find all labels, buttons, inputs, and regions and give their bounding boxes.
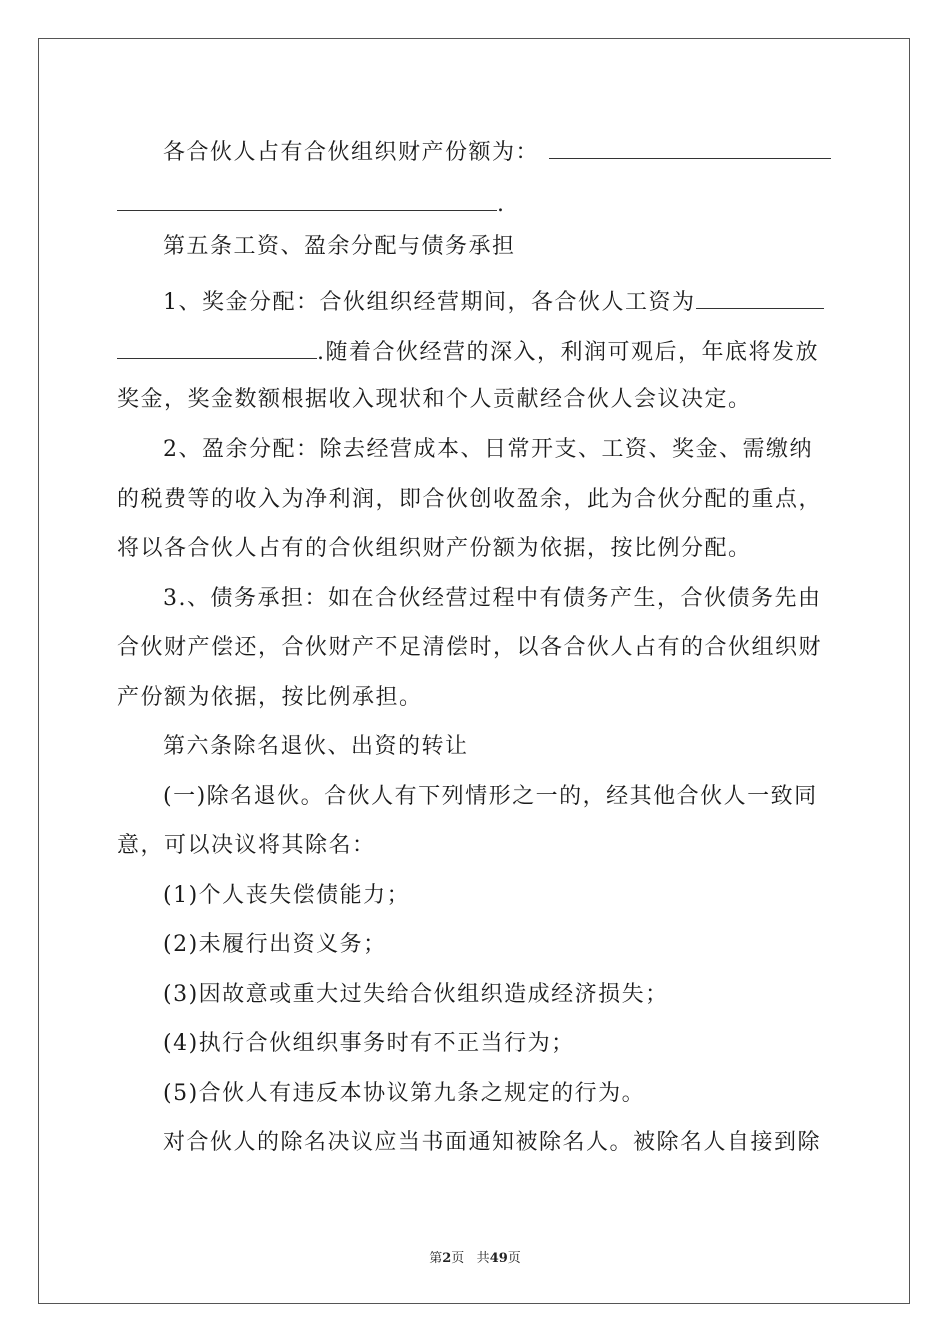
line-text: (5)合伙人有违反本协议第九条之规定的行为。 — [163, 1081, 646, 1106]
footer-page-suffix: 页 — [451, 1251, 465, 1266]
line-text: (2)未履行出资义务； — [163, 932, 387, 957]
section-heading — [117, 732, 833, 762]
fill-blank — [117, 188, 497, 211]
paragraph-line — [117, 683, 833, 713]
line-text: 将以各合伙人占有的合伙组织财产份额为依据，按比例分配。 — [117, 536, 752, 561]
paragraph-line — [117, 336, 833, 368]
line-text: 的税费等的收入为净利润，即合伙创收盈余，此为合伙分配的重点， — [117, 487, 823, 512]
total-pages-number: 49 — [489, 1251, 508, 1266]
line-text: 3.、债务承担：如在合伙经营过程中有债务产生，合伙债务先由 — [163, 586, 822, 611]
section-heading — [117, 232, 833, 262]
paragraph-line — [117, 633, 833, 663]
list-item — [117, 1079, 833, 1109]
paragraph-line — [117, 385, 833, 415]
line-text: 合伙财产偿还，合伙财产不足清偿时，以各合伙人占有的合伙组织财 — [117, 635, 823, 660]
line-text: 1、奖金分配：合伙组织经营期间，各合伙人工资为 — [163, 290, 696, 315]
line-text: (4)执行合伙组织事务时有不正当行为； — [163, 1031, 575, 1056]
paragraph-line — [117, 1128, 833, 1158]
paragraph-line — [117, 286, 833, 318]
paragraph-line — [117, 435, 833, 465]
footer-total-prefix: 共 — [476, 1251, 490, 1266]
paragraph-line — [117, 534, 833, 564]
paragraph-line — [117, 485, 833, 515]
line-text: (一)除名退伙。合伙人有下列情形之一的，经其他合伙人一致同 — [163, 784, 818, 809]
fill-blank — [117, 336, 317, 359]
line-text: 各合伙人占有合伙组织财产份额为： — [163, 140, 540, 165]
footer-prefix: 第 — [429, 1251, 443, 1266]
paragraph-line — [117, 136, 833, 168]
current-page-number: 2 — [442, 1251, 452, 1266]
line-text: 2、盈余分配：除去经营成本、日常开支、工资、奖金、需缴纳 — [163, 437, 813, 462]
line-text: .随着合伙经营的深入，利润可观后，年底将发放 — [317, 340, 819, 365]
fill-blank — [549, 136, 831, 159]
line-text: (3)因故意或重大过失给合伙组织造成经济损失； — [163, 982, 669, 1007]
paragraph-line — [117, 584, 833, 614]
list-item — [117, 1029, 833, 1059]
line-text: 第六条除名退伙、出资的转让 — [163, 734, 469, 759]
fill-blank — [696, 286, 824, 309]
line-text: . — [497, 192, 506, 217]
line-text: 奖金，奖金数额根据收入现状和个人贡献经合伙人会议决定。 — [117, 387, 752, 412]
line-text: 对合伙人的除名决议应当书面通知被除名人。被除名人自接到除 — [163, 1130, 822, 1155]
list-item — [117, 930, 833, 960]
paragraph-line — [117, 782, 833, 812]
line-text: 意，可以决议将其除名： — [117, 833, 376, 858]
line-text: (1)个人丧失偿债能力； — [163, 883, 411, 908]
page-border — [38, 38, 910, 1304]
line-text: 产份额为依据，按比例承担。 — [117, 685, 423, 710]
paragraph-line — [117, 831, 833, 861]
list-item — [117, 881, 833, 911]
page-footer — [0, 1247, 950, 1266]
footer-total-suffix: 页 — [507, 1251, 521, 1266]
paragraph-line — [117, 188, 833, 220]
list-item — [117, 980, 833, 1010]
line-text: 第五条工资、盈余分配与债务承担 — [163, 234, 516, 259]
